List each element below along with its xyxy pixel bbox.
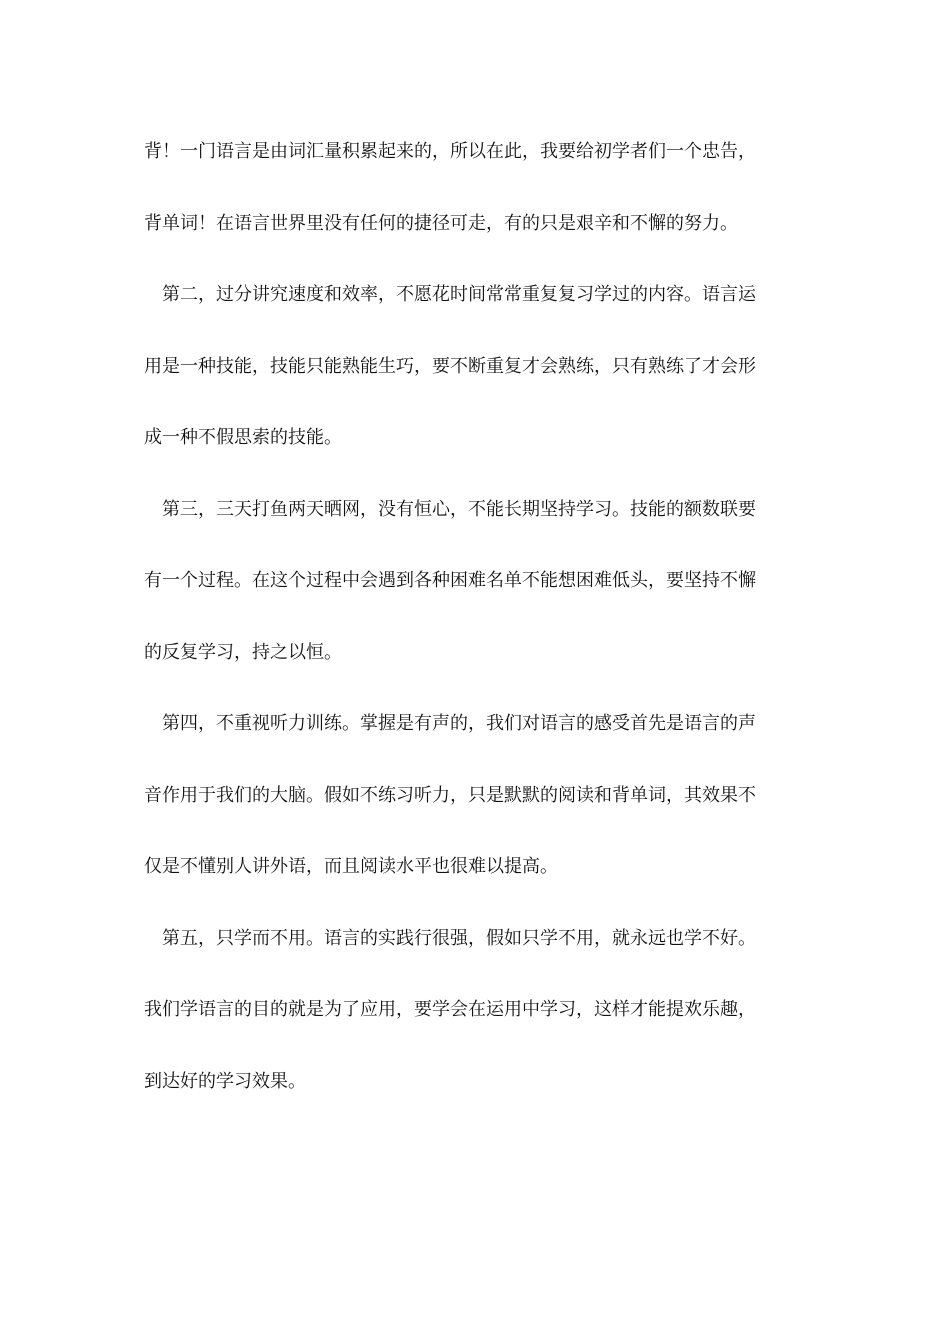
- text-line: 第五，只学而不用。语言的实践行很强，假如只学不用，就永远也学不好。: [144, 927, 756, 949]
- text-line: 的反复学习，持之以恒。: [144, 641, 342, 663]
- text-line: 第四，不重视听力训练。掌握是有声的，我们对语言的感受首先是语言的声: [144, 713, 756, 734]
- text-line: 成一种不假思索的技能。: [144, 427, 342, 448]
- text-line: 有一个过程。在这个过程中会遇到各种困难名单不能想困难低头，要坚持不懈: [144, 570, 756, 591]
- text-line: 第三，三天打鱼两天晒网，没有恒心，不能长期坚持学习。技能的额数联要: [144, 498, 756, 520]
- text-line: 第二，过分讲究速度和效率，不愿花时间常常重复复习学过的内容。语言运: [144, 284, 756, 305]
- text-line: 用是一种技能，技能只能熟能生巧，要不断重复才会熟练，只有熟练了才会形: [144, 355, 756, 377]
- text-line: 到达好的学习效果。: [144, 1070, 306, 1092]
- text-line: 仅是不懂别人讲外语，而且阅读水平也很难以提高。: [144, 856, 558, 877]
- text-line: 我们学语言的目的就是为了应用，要学会在运用中学习，这样才能提欢乐趣，: [144, 999, 756, 1020]
- text-line: 背！一门语言是由词汇量积累起来的，所以在此，我要给初学者们一个忠告，: [144, 141, 756, 162]
- text-line: 音作用于我们的大脑。假如不练习听力，只是默默的阅读和背单词，其效果不: [144, 784, 756, 806]
- body-text: [144, 130, 804, 1131]
- text-line: 背单词！在语言世界里没有任何的捷径可走，有的只是艰辛和不懈的努力。: [144, 212, 738, 234]
